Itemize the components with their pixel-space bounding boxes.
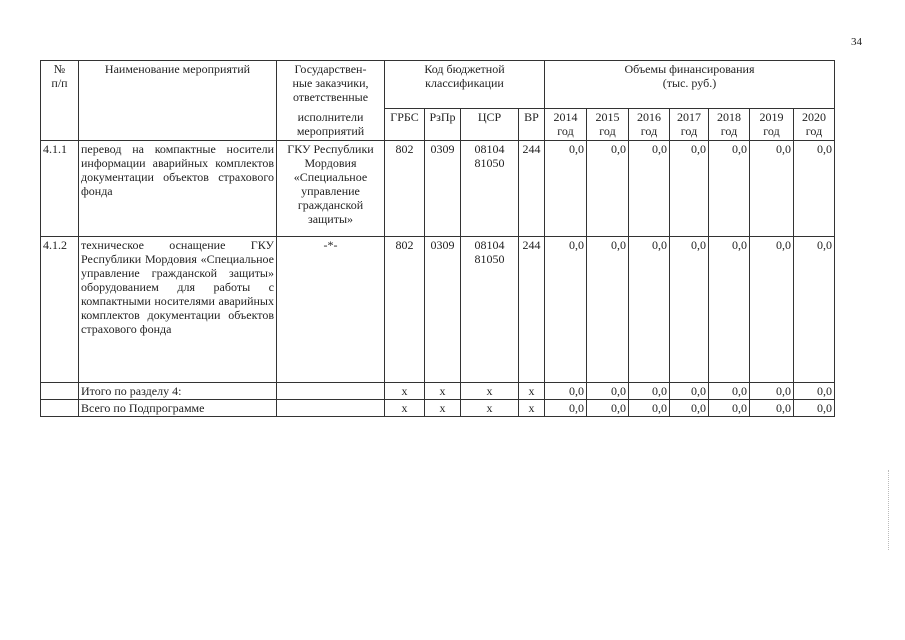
total-value: 0,0 [545,383,587,400]
total-rzpr: x [425,383,461,400]
row-num: 4.1.1 [41,141,79,237]
header-year: 2017 год [670,109,709,141]
header-csr: ЦСР [461,109,519,141]
row-num: 4.1.2 [41,237,79,383]
header-year: 2018 год [709,109,750,141]
row-csr: 08104 81050 [461,141,519,237]
total-vr: x [519,400,545,417]
row-value: 0,0 [750,141,794,237]
row-value: 0,0 [709,237,750,383]
row-rzpr: 0309 [425,237,461,383]
header-num: № п/п [41,61,79,141]
total-value: 0,0 [709,383,750,400]
row-value: 0,0 [545,141,587,237]
header-vr: ВР [519,109,545,141]
row-value: 0,0 [670,141,709,237]
total-value: 0,0 [587,383,629,400]
row-grbs: 802 [385,141,425,237]
header-name: Наименование мероприятий [79,61,277,141]
row-value: 0,0 [629,237,670,383]
header-executors: исполнители мероприятий [277,109,385,141]
page-number: 34 [851,36,862,48]
total-grbs: x [385,400,425,417]
row-executor: -*- [277,237,385,383]
total-label: Итого по разделу 4: [79,383,277,400]
row-vr: 244 [519,141,545,237]
header-budget-code: Код бюджетной классификации [385,61,545,109]
row-name: перевод на компактные носители информации аварийных комплектов документации объектов страхового фонда [79,141,277,237]
funding-table [40,60,835,417]
header-customers: Государствен- ные заказчики, ответственные [277,61,385,109]
table-row [41,141,835,237]
row-executor: ГКУ Республики Мордовия «Специальное управление гражданской защиты» [277,141,385,237]
total-value: 0,0 [629,383,670,400]
total-grbs: x [385,383,425,400]
total-value: 0,0 [587,400,629,417]
header-funding: Объемы финансирования (тыс. руб.) [545,61,835,109]
header-year: 2014 год [545,109,587,141]
row-grbs: 802 [385,237,425,383]
total-label: Всего по Подпрограмме [79,400,277,417]
total-value: 0,0 [629,400,670,417]
header-year: 2016 год [629,109,670,141]
row-value: 0,0 [587,237,629,383]
header-grbs: ГРБС [385,109,425,141]
total-vr: x [519,383,545,400]
total-row [41,400,835,417]
row-value: 0,0 [794,141,835,237]
total-value: 0,0 [709,400,750,417]
row-value: 0,0 [587,141,629,237]
total-value: 0,0 [750,383,794,400]
total-csr: x [461,383,519,400]
row-value: 0,0 [794,237,835,383]
row-name: техническое оснащение ГКУ Республики Мордовия «Специальное управление гражданской защиты» оборудованием для работы с компактными носителями аварийных комплектов документации объектов страхового фонда [79,237,277,383]
row-rzpr: 0309 [425,141,461,237]
total-value: 0,0 [670,383,709,400]
header-rzpr: РзПр [425,109,461,141]
total-row [41,383,835,400]
total-csr: x [461,400,519,417]
scan-artifact [888,470,891,550]
total-rzpr: x [425,400,461,417]
header-year: 2019 год [750,109,794,141]
header-year: 2015 год [587,109,629,141]
row-value: 0,0 [670,237,709,383]
row-value: 0,0 [629,141,670,237]
total-value: 0,0 [750,400,794,417]
total-value: 0,0 [545,400,587,417]
total-value: 0,0 [670,400,709,417]
row-value: 0,0 [545,237,587,383]
row-value: 0,0 [709,141,750,237]
table-row [41,237,835,383]
header-year: 2020 год [794,109,835,141]
total-value: 0,0 [794,400,835,417]
total-value: 0,0 [794,383,835,400]
row-csr: 08104 81050 [461,237,519,383]
row-value: 0,0 [750,237,794,383]
row-vr: 244 [519,237,545,383]
